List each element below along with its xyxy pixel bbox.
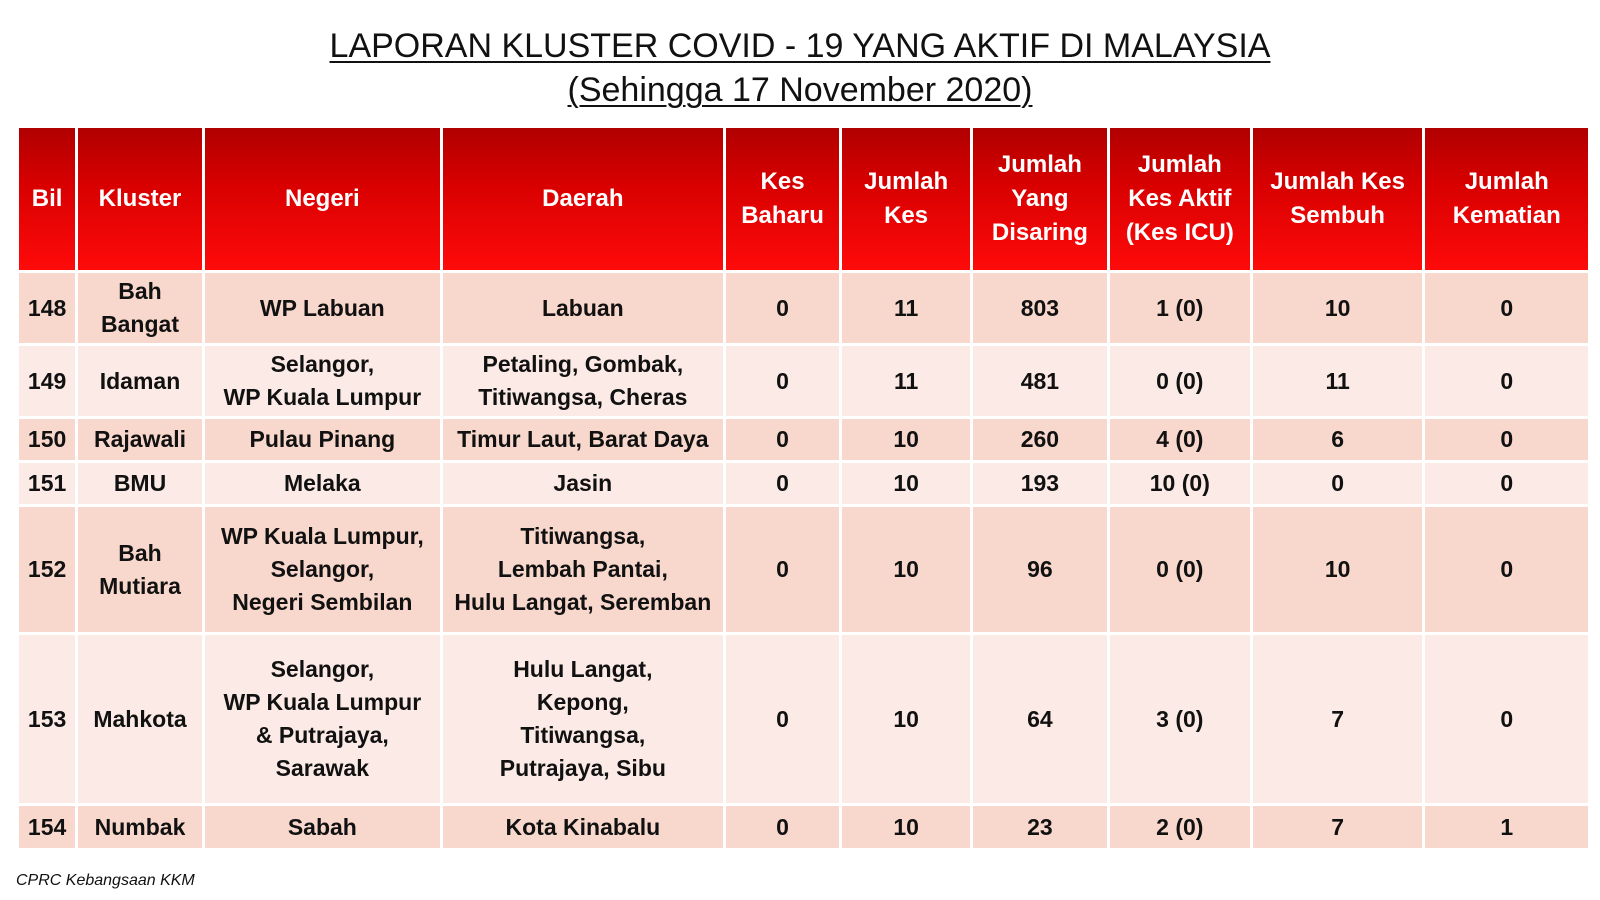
cell-jumlah-disaring: 23 [973,806,1107,848]
cell-kes-baharu: 0 [726,463,839,504]
cell-kes-sembuh: 7 [1253,806,1423,848]
cell-kluster: BMU [78,463,202,504]
cell-kes-sembuh: 10 [1253,507,1423,632]
cell-jumlah-kes: 10 [842,507,970,632]
header-kes-baharu: Kes Baharu [726,128,839,270]
cell-jumlah-disaring: 481 [973,346,1107,416]
cell-jumlah-disaring: 803 [973,273,1107,343]
header-row [19,128,1588,270]
cell-kluster: Idaman [78,346,202,416]
cell-kluster: Bah Mutiara [78,507,202,632]
cell-bil: 150 [19,419,75,460]
cell-jumlah-kes: 10 [842,463,970,504]
header-daerah: Daerah [443,128,723,270]
cell-kluster: Numbak [78,806,202,848]
cell-jumlah-disaring: 96 [973,507,1107,632]
cell-jumlah-disaring: 64 [973,635,1107,803]
cell-bil: 153 [19,635,75,803]
header-kluster: Kluster [78,128,202,270]
table-row [19,346,1588,416]
table-row [19,507,1588,632]
cell-jumlah-disaring: 193 [973,463,1107,504]
cell-bil: 149 [19,346,75,416]
cell-daerah: Jasin [443,463,723,504]
table-row [19,635,1588,803]
cell-kes-aktif: 2 (0) [1110,806,1250,848]
cell-negeri: WP Kuala Lumpur, Selangor, Negeri Sembilan [205,507,440,632]
cell-daerah: Timur Laut, Barat Daya [443,419,723,460]
report-title-line1: LAPORAN KLUSTER COVID - 19 YANG AKTIF DI MALAYSIA [329,27,1271,65]
cell-kes-sembuh: 11 [1253,346,1423,416]
cell-jumlah-kes: 10 [842,806,970,848]
cell-negeri: WP Labuan [205,273,440,343]
cell-kluster: Mahkota [78,635,202,803]
cell-daerah: Kota Kinabalu [443,806,723,848]
header-jumlah-disaring: Jumlah Yang Disaring [973,128,1107,270]
cell-kes-sembuh: 10 [1253,273,1423,343]
cell-kes-baharu: 0 [726,346,839,416]
header-negeri: Negeri [205,128,440,270]
cell-jumlah-disaring: 260 [973,419,1107,460]
cell-kluster: Rajawali [78,419,202,460]
source-footer: CPRC Kebangsaan KKM [16,872,195,889]
header-kematian: Jumlah Kematian [1425,128,1588,270]
cell-kes-baharu: 0 [726,635,839,803]
cell-bil: 148 [19,273,75,343]
cell-kematian: 0 [1425,507,1588,632]
cell-bil: 151 [19,463,75,504]
cell-kematian: 0 [1425,346,1588,416]
cell-daerah: Hulu Langat, Kepong, Titiwangsa, Putrajaya, Sibu [443,635,723,803]
cell-daerah: Petaling, Gombak, Titiwangsa, Cheras [443,346,723,416]
table-row [19,806,1588,848]
cell-daerah: Titiwangsa, Lembah Pantai, Hulu Langat, Seremban [443,507,723,632]
cell-bil: 154 [19,806,75,848]
cell-negeri: Pulau Pinang [205,419,440,460]
cell-kes-aktif: 1 (0) [1110,273,1250,343]
cell-jumlah-kes: 10 [842,419,970,460]
cell-kes-aktif: 0 (0) [1110,346,1250,416]
report-title-line2: (Sehingga 17 November 2020) [567,71,1033,109]
header-bil: Bil [19,128,75,270]
cell-jumlah-kes: 11 [842,273,970,343]
cell-negeri: Selangor, WP Kuala Lumpur [205,346,440,416]
cluster-table [16,125,1591,851]
cell-kes-baharu: 0 [726,419,839,460]
cell-bil: 152 [19,507,75,632]
cell-kluster: Bah Bangat [78,273,202,343]
cell-kematian: 0 [1425,635,1588,803]
table-row [19,419,1588,460]
cell-negeri: Selangor, WP Kuala Lumpur & Putrajaya, Sarawak [205,635,440,803]
cell-negeri: Melaka [205,463,440,504]
table-row [19,273,1588,343]
cell-jumlah-kes: 10 [842,635,970,803]
cell-kes-aktif: 10 (0) [1110,463,1250,504]
cell-kes-sembuh: 7 [1253,635,1423,803]
header-jumlah-kes: Jumlah Kes [842,128,970,270]
report-title [0,24,1600,112]
cell-kes-aktif: 4 (0) [1110,419,1250,460]
cell-kes-sembuh: 0 [1253,463,1423,504]
cell-kes-aktif: 0 (0) [1110,507,1250,632]
cell-kes-baharu: 0 [726,806,839,848]
cell-kes-baharu: 0 [726,507,839,632]
cell-kes-sembuh: 6 [1253,419,1423,460]
cell-jumlah-kes: 11 [842,346,970,416]
cell-kes-aktif: 3 (0) [1110,635,1250,803]
cell-kematian: 1 [1425,806,1588,848]
cell-kematian: 0 [1425,419,1588,460]
header-kes-sembuh: Jumlah Kes Sembuh [1253,128,1423,270]
table-row [19,463,1588,504]
cell-kematian: 0 [1425,463,1588,504]
header-kes-aktif: Jumlah Kes Aktif (Kes ICU) [1110,128,1250,270]
cell-kematian: 0 [1425,273,1588,343]
cell-kes-baharu: 0 [726,273,839,343]
cell-negeri: Sabah [205,806,440,848]
cell-daerah: Labuan [443,273,723,343]
